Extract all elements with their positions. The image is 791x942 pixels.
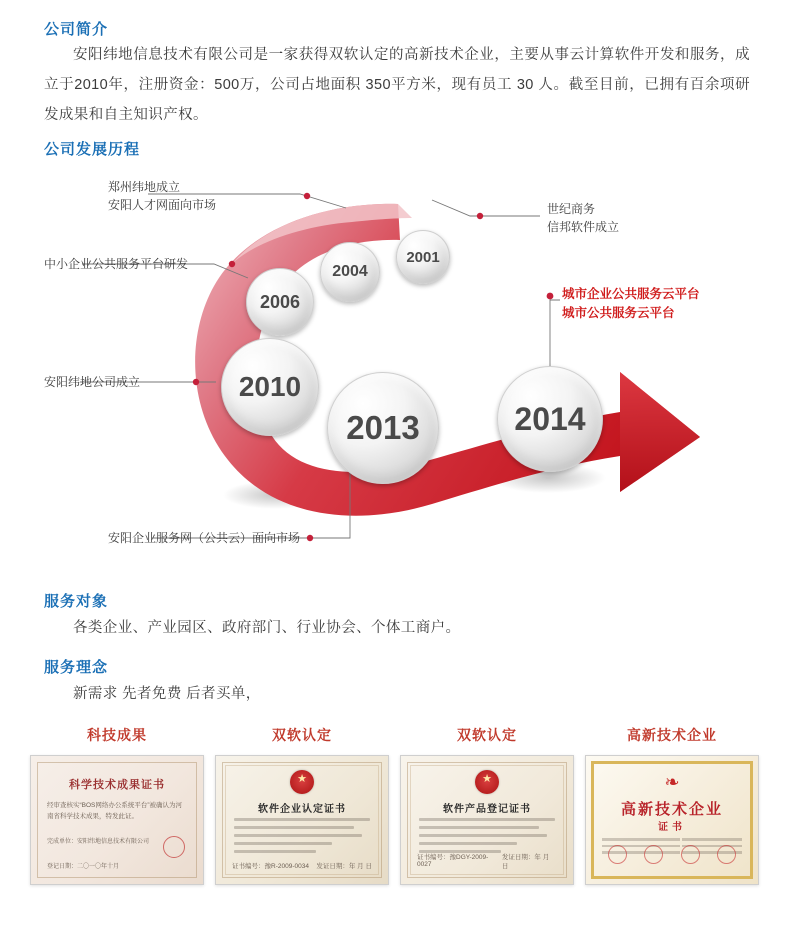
certificate-tech-achievement[interactable] (30, 725, 204, 885)
certificate-high-tech-big-title: 高新技术企业 (620, 801, 723, 818)
company-history-timeline (0, 160, 791, 570)
certificate-software-enterprise-foot-left: 证书编号：豫R-2009-0034 (232, 863, 309, 870)
certificate-text-lines (234, 818, 370, 858)
section-title-service-idea: 服务理念 (44, 659, 109, 676)
timeline-bubble-2014[interactable] (497, 366, 603, 472)
timeline-label-2004-line2: 安阳人才网面向市场 (108, 198, 217, 212)
certificate-software-enterprise-image (215, 755, 389, 885)
seal-icon (717, 845, 736, 864)
certificate-software-product[interactable] (400, 725, 574, 885)
certificate-software-enterprise-title: 双软认定 (272, 727, 332, 743)
timeline-bubble-2014-label: 2014 (514, 400, 586, 437)
certificate-software-product-foot-right: 发证日期：年 月 日 (501, 854, 550, 870)
company-intro-paragraph: 安阳纬地信息技术有限公司是一家获得双软认定的高新技术企业，主要从事云计算软件开发和服务，成立于2010年，注册资金：500万，公司占地面积 350平方米，现有员工 30 人。截至目前，已拥有百余项研发成果和自主知识产权。 (44, 47, 750, 123)
certificate-tech-achievement-image (30, 755, 204, 885)
national-emblem-icon (475, 770, 499, 794)
section-title-service-target: 服务对象 (44, 593, 109, 610)
national-emblem-icon (290, 770, 314, 794)
certificate-tech-achievement-foot-left: 完成单位：安阳纬地信息技术有限公司 (47, 839, 150, 845)
timeline-label-2014 (562, 285, 700, 323)
timeline-label-2013: 安阳企业服务网（公共云）面向市场 (108, 531, 301, 545)
certificate-software-enterprise-main-title: 软件企业认定证书 (258, 804, 346, 815)
certificate-software-product-image (400, 755, 574, 885)
timeline-label-2004-line1: 郑州纬地成立 (108, 180, 181, 194)
certificate-seal-row (608, 845, 736, 864)
service-target-paragraph: 各类企业、产业园区、政府部门、行业协会、个体工商户。 (73, 620, 461, 636)
certificate-software-enterprise-foot-right: 发证日期：年 月 日 (316, 863, 372, 870)
section-title-company-intro: 公司简介 (44, 21, 109, 38)
certificate-footer (417, 852, 557, 870)
certificate-software-product-foot-left: 证书编号：豫DGY-2009-0027 (417, 854, 489, 868)
seal-icon (681, 845, 700, 864)
timeline-bubble-2013-label: 2013 (346, 409, 420, 446)
timeline-bubble-2010-label: 2010 (238, 371, 302, 402)
timeline-label-2006: 中小企业公共服务平台研发 (44, 257, 189, 271)
certificate-tech-achievement-note: 经审查核实“BOS网络办公系统平台”被确认为河南省科学技术成果，特发此证。 (47, 802, 183, 820)
timeline-label-2004 (108, 178, 216, 214)
flame-icon: ❧ (664, 772, 680, 792)
timeline-bubble-2010[interactable] (221, 338, 319, 436)
certificate-software-enterprise[interactable] (215, 725, 389, 885)
seal-icon (644, 845, 663, 864)
timeline-label-2010: 安阳纬地公司成立 (44, 375, 141, 389)
certificate-high-tech-sub-title: 证书 (658, 822, 686, 833)
seal-icon (608, 845, 627, 864)
certificate-stamp (163, 836, 185, 858)
certificate-software-product-main-title: 软件产品登记证书 (443, 804, 531, 815)
timeline-label-2001-line1: 世纪商务 (547, 202, 596, 216)
timeline-bubble-2006[interactable] (246, 268, 314, 336)
certificate-high-tech-enterprise[interactable] (585, 725, 759, 885)
timeline-bubble-2004[interactable] (320, 242, 380, 302)
timeline-bubble-2006-label: 2006 (259, 291, 301, 312)
timeline-bubble-2001[interactable] (396, 230, 450, 284)
certificate-footer (232, 861, 372, 870)
timeline-bubble-2001-label: 2001 (406, 248, 440, 266)
certificate-high-tech-enterprise-image (585, 755, 759, 885)
certificate-tech-achievement-main-title: 科学技术成果证书 (69, 779, 165, 791)
timeline-label-2001 (547, 200, 619, 236)
timeline-label-2001-line2: 信邦软件成立 (547, 220, 620, 234)
timeline-bubble-2013[interactable] (327, 372, 439, 484)
certificate-high-tech-enterprise-title: 高新技术企业 (627, 727, 717, 743)
timeline-label-2014-line2: 城市公共服务云平台 (562, 306, 675, 320)
certificates-row (0, 725, 791, 910)
service-idea-paragraph: 新需求 先者免费 后者买单， (73, 686, 261, 702)
timeline-label-2014-line1: 城市企业公共服务云平台 (562, 287, 700, 301)
timeline-bubble-2004-label: 2004 (332, 263, 368, 280)
certificate-tech-achievement-foot-right: 登记日期：二〇一〇年十月 (47, 864, 120, 870)
certificate-tech-achievement-title: 科技成果 (87, 727, 147, 743)
certificate-software-product-title: 双软认定 (457, 727, 517, 743)
section-title-company-history: 公司发展历程 (44, 141, 141, 158)
timeline-arrow-graphic (0, 160, 791, 570)
